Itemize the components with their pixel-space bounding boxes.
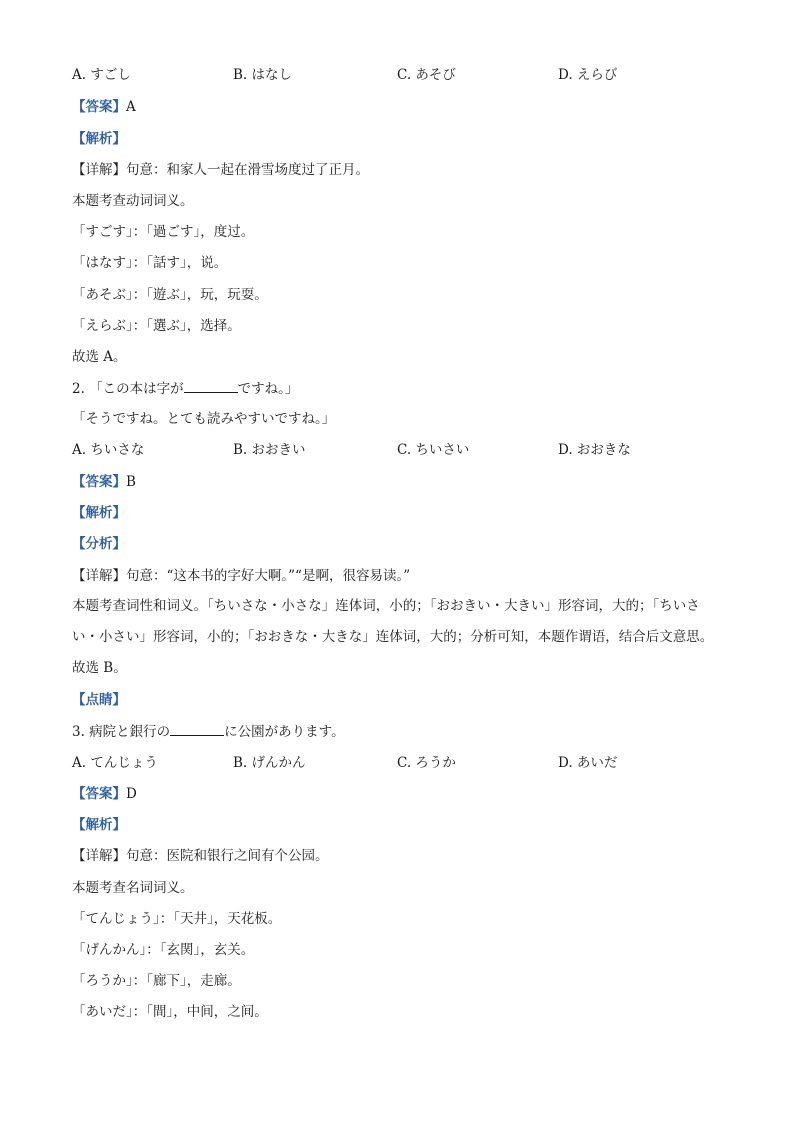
q2-detail — [72, 567, 410, 585]
q2-stem-before: 2. 「この本は字が — [72, 381, 184, 397]
q3-answer — [72, 785, 137, 803]
q3-option-b: B. げんかん — [233, 755, 306, 771]
q1-option-b: B. はなし — [233, 67, 293, 83]
q2-option-b: B. おおきい — [233, 442, 306, 458]
answer-tag: 【答案】 — [72, 474, 126, 490]
answer-tag: 【答案】 — [72, 786, 126, 802]
fenxi-tag: 【分析】 — [72, 536, 126, 552]
q3-line: 「あいだ」：「間」，中间，之间。 — [72, 1004, 268, 1020]
q2-dianjing-heading — [72, 691, 126, 709]
analysis-tag: 【解析】 — [72, 817, 126, 833]
dianjing-tag: 【点睛】 — [72, 692, 126, 708]
detail-text: 句意：和家人一起在滑雪场度过了正月。 — [126, 162, 369, 178]
q1-option-d: D. えらび — [558, 67, 618, 83]
fill-blank — [184, 379, 238, 393]
q3-analysis-heading — [72, 816, 126, 834]
q3-option-d: D. あいだ — [558, 755, 618, 771]
q2-stem-after: ですね。」 — [237, 381, 299, 397]
q1-line: 「すごす」：「過ごす」，度过。 — [72, 224, 255, 240]
q3-option-c: C. ろうか — [397, 755, 456, 771]
detail-text: 句意：医院和银行之间有个公园。 — [126, 848, 329, 864]
analysis-tag: 【解析】 — [72, 505, 126, 521]
q1-option-a: A. すごし — [72, 67, 131, 83]
q2-explanation: 本题考查词性和词义。「ちいさな・小さな」连体词，小的；「おおきい・大きい」形容词，大的；「ちいさい・小さい」形容词，小的；「おおきな・大きな」连体词，大的；分析可知，本题作谓语，结合后文意思。故选 B。 — [72, 598, 714, 676]
detail-text: 句意：“这本书的字好大啊。”“是啊，很容易读。” — [126, 568, 411, 584]
q1-line: 「あそぶ」：「遊ぶ」，玩，玩耍。 — [72, 287, 268, 303]
q1-line: 「えらぶ」：「選ぶ」，选择。 — [72, 318, 241, 334]
q3-line: 「げんかん」：「玄関」，玄关。 — [72, 942, 255, 958]
q2-fenxi-heading — [72, 535, 126, 553]
analysis-tag: 【解析】 — [72, 131, 126, 147]
q3-line: 本题考查名词词义。 — [72, 880, 194, 896]
q3-stem — [72, 722, 345, 741]
q2-option-d: D. おおきな — [558, 442, 631, 458]
q3-option-a: A. てんじょう — [72, 755, 158, 771]
q2-stem-reply: 「そうですね。とても読みやすいですね。」 — [72, 411, 336, 427]
q1-answer — [72, 98, 136, 116]
q3-line: 「てんじょう」：「天井」，天花板。 — [72, 911, 282, 927]
q1-analysis-heading — [72, 130, 126, 148]
fill-blank — [170, 722, 224, 736]
q2-answer — [72, 473, 136, 491]
detail-tag: 【详解】 — [72, 568, 126, 584]
q2-stem — [72, 379, 298, 398]
q1-line: 「はなす」：「話す」，说。 — [72, 255, 228, 271]
answer-tag: 【答案】 — [72, 99, 126, 115]
answer-value: A — [126, 99, 136, 115]
q3-stem-after: に公園があります。 — [224, 724, 345, 740]
q2-option-c: C. ちいさい — [397, 442, 470, 458]
answer-value: D — [126, 786, 137, 802]
q1-detail — [72, 161, 369, 179]
answer-value: B — [126, 474, 136, 490]
q2-analysis-heading — [72, 504, 126, 522]
q2-option-a: A. ちいさな — [72, 442, 145, 458]
q1-line: 本题考查动词词义。 — [72, 193, 194, 209]
q3-stem-before: 3. 病院と銀行の — [72, 724, 171, 740]
q1-option-c: C. あそび — [397, 67, 456, 83]
q3-detail — [72, 847, 329, 865]
q1-line: 故选 A。 — [72, 349, 127, 365]
detail-tag: 【详解】 — [72, 848, 126, 864]
q3-line: 「ろうか」：「廊下」，走廊。 — [72, 973, 241, 989]
detail-tag: 【详解】 — [72, 162, 126, 178]
